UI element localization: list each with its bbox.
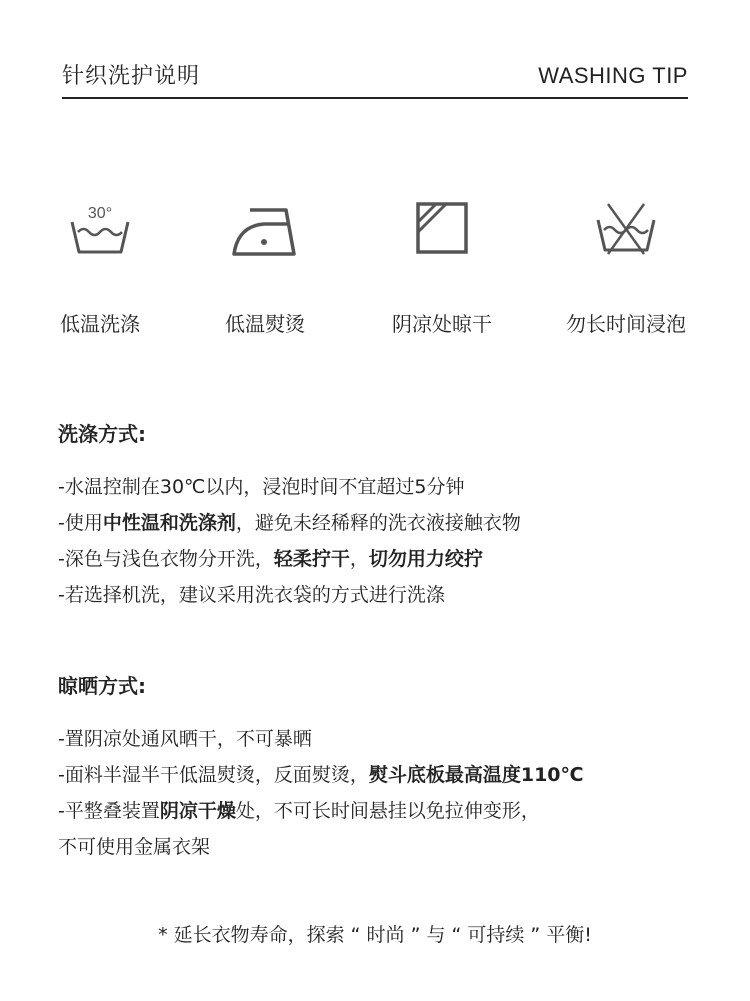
drying-line-1: -置阴凉处通风晒干，不可暴晒 [58,728,312,750]
drying-line-2: -面料半湿半干低温熨烫，反面熨烫，熨斗底板最高温度110℃ [58,764,584,786]
washing-line-3: -深色与浅色衣物分开洗，轻柔拧干，切勿用力绞拧 [58,548,483,570]
care-item-dry [352,200,532,337]
shade-dry-icon [414,200,470,256]
washing-line-4: -若选择机洗，建议采用洗衣袋的方式进行洗涤 [58,584,445,606]
care-item-iron [175,200,355,337]
care-label-wash: 低温洗涤 [60,312,140,336]
care-label-iron: 低温熨烫 [225,312,305,336]
drying-line-4: 不可使用金属衣架 [58,836,211,858]
page-title: 针织洗护说明 [62,64,201,89]
no-soak-icon [594,200,658,256]
care-item-soak [536,200,716,337]
washing-line-1: -水温控制在30℃以内，浸泡时间不宜超过5分钟 [58,476,465,498]
washing-line-2: -使用中性温和洗涤剂，避免未经稀释的洗衣液接触衣物 [58,512,521,534]
drying-line-3: -平整叠装置阴凉干燥处，不可长时间悬挂以免拉伸变形， [58,800,540,822]
care-item-wash [10,200,190,337]
care-label-soak: 勿长时间浸泡 [566,312,686,336]
washing-title: 洗涤方式: [58,422,146,446]
drying-title: 晾晒方式: [58,674,146,698]
footer-slogan: * 延长衣物寿命，探索 “ 时尚 ” 与 “ 可持续 ” 平衡! [158,924,592,946]
svg-text:30°: 30° [87,205,113,222]
page-title-english: WASHING TIP [538,63,688,88]
wash-30-icon [68,200,132,256]
iron-low-icon [230,200,300,256]
header [62,55,688,99]
care-label-dry: 阴凉处晾干 [392,312,492,336]
care-icons [0,200,750,340]
